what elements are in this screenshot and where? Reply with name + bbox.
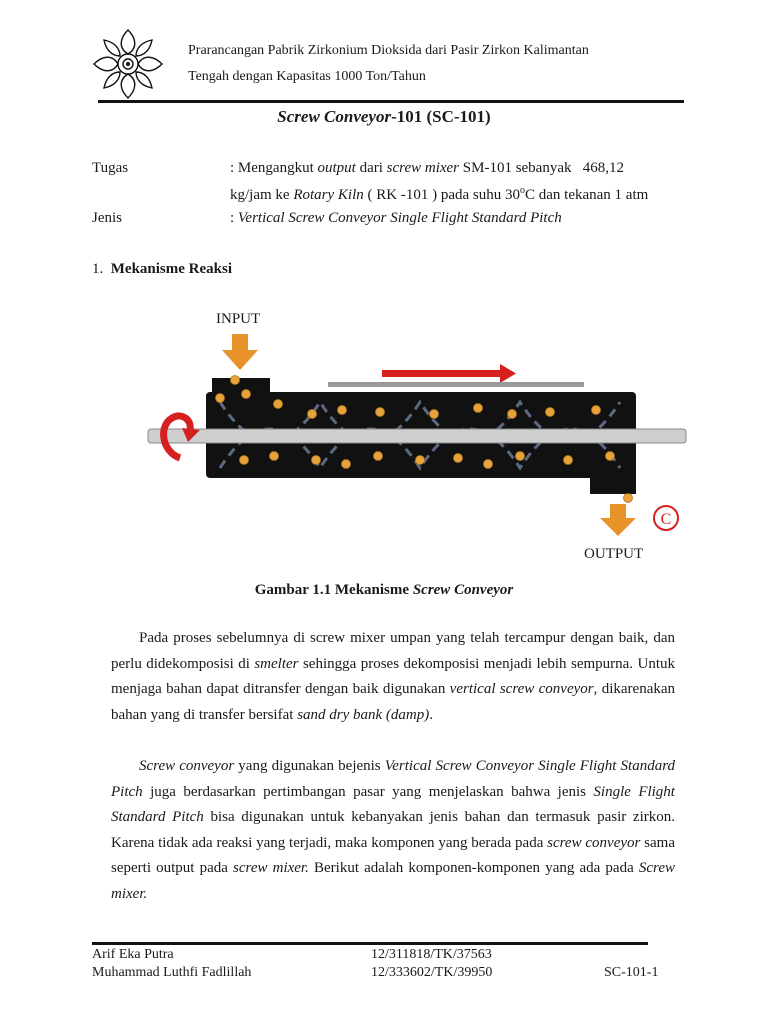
footer-name-2: Muhammad Luthfi Fadlillah [92, 965, 252, 980]
tugas-value-line2: kg/jam ke Rotary Kiln ( RK -101 ) pada suhu 30$^o$C dan tekanan 1 atm [230, 185, 649, 203]
footer-name-1: Arif Eka Putra [92, 947, 174, 962]
header-rule [98, 100, 684, 103]
footer-nim-1: 12/311818/TK/37563 [371, 947, 492, 962]
input-label: INPUT [216, 311, 261, 327]
tugas-value-line1: : Mengangkut output dari screw mixer SM-101 sebanyak 468,12 [230, 160, 625, 176]
page-number: SC-101-1 [604, 965, 659, 980]
title-italic: Screw Conveyor [277, 107, 392, 126]
header-line-1: Prarancangan Pabrik Zirkonium Dioksida dari Pasir Zirkon Kalimantan [188, 43, 589, 58]
input-arrow [222, 334, 258, 370]
paragraph-2: Screw conveyor yang digunakan bejenis Vertical Screw Conveyor Single Flight Standard Pitch juga berdasarkan pertimbangan pasar yang menjelaskan bahwa jenis Single Flight Standard Pitch bisa digunakan untuk kebanyakan jenis bahan dan termasuk pasir zirkon. Karena tidak ada reaksi yang terjadi, maka komponen yang berada pada screw conveyor sama seperti output pada screw mixer. Berikut adalah komponen-komponen yang ada pada Screw mixer. [111, 758, 675, 902]
flow-direction-arrow [382, 364, 516, 383]
screw-conveyor-figure [120, 330, 700, 544]
output-arrow [600, 504, 636, 536]
section-heading: 1. Mekanisme Reaksi [92, 261, 232, 277]
tugas-label: Tugas [92, 160, 129, 176]
copyright-icon [654, 506, 678, 530]
header-line-2: Tengah dengan Kapasitas 1000 Ton/Tahun [188, 69, 426, 84]
jenis-label: Jenis [92, 210, 122, 226]
paragraph-1: Pada proses sebelumnya di screw mixer umpan yang telah tercampur dengan baik, dan perlu didekomposisi di smelter sehingga proses dekomposisi menjadi lebih sempurna. Untuk menjaga bahan dapat ditransfer dengan baik digunakan vertical screw conveyor, dikarenakan bahan yang di transfer bersifat sand dry bank (damp). [111, 630, 676, 723]
figure-caption: Gambar 1.1 Mekanisme Screw Conveyor [254, 582, 514, 598]
jenis-value: : Vertical Screw Conveyor Single Flight Standard Pitch [230, 210, 562, 226]
footer-nim-2: 12/333602/TK/39950 [371, 965, 493, 980]
university-logo [90, 26, 166, 102]
svg-text:C: C [660, 511, 672, 528]
output-label: OUTPUT [584, 546, 644, 562]
page-title [0, 107, 768, 127]
footer-rule [92, 942, 648, 945]
title-rest: -101 (SC-101) [391, 107, 491, 126]
